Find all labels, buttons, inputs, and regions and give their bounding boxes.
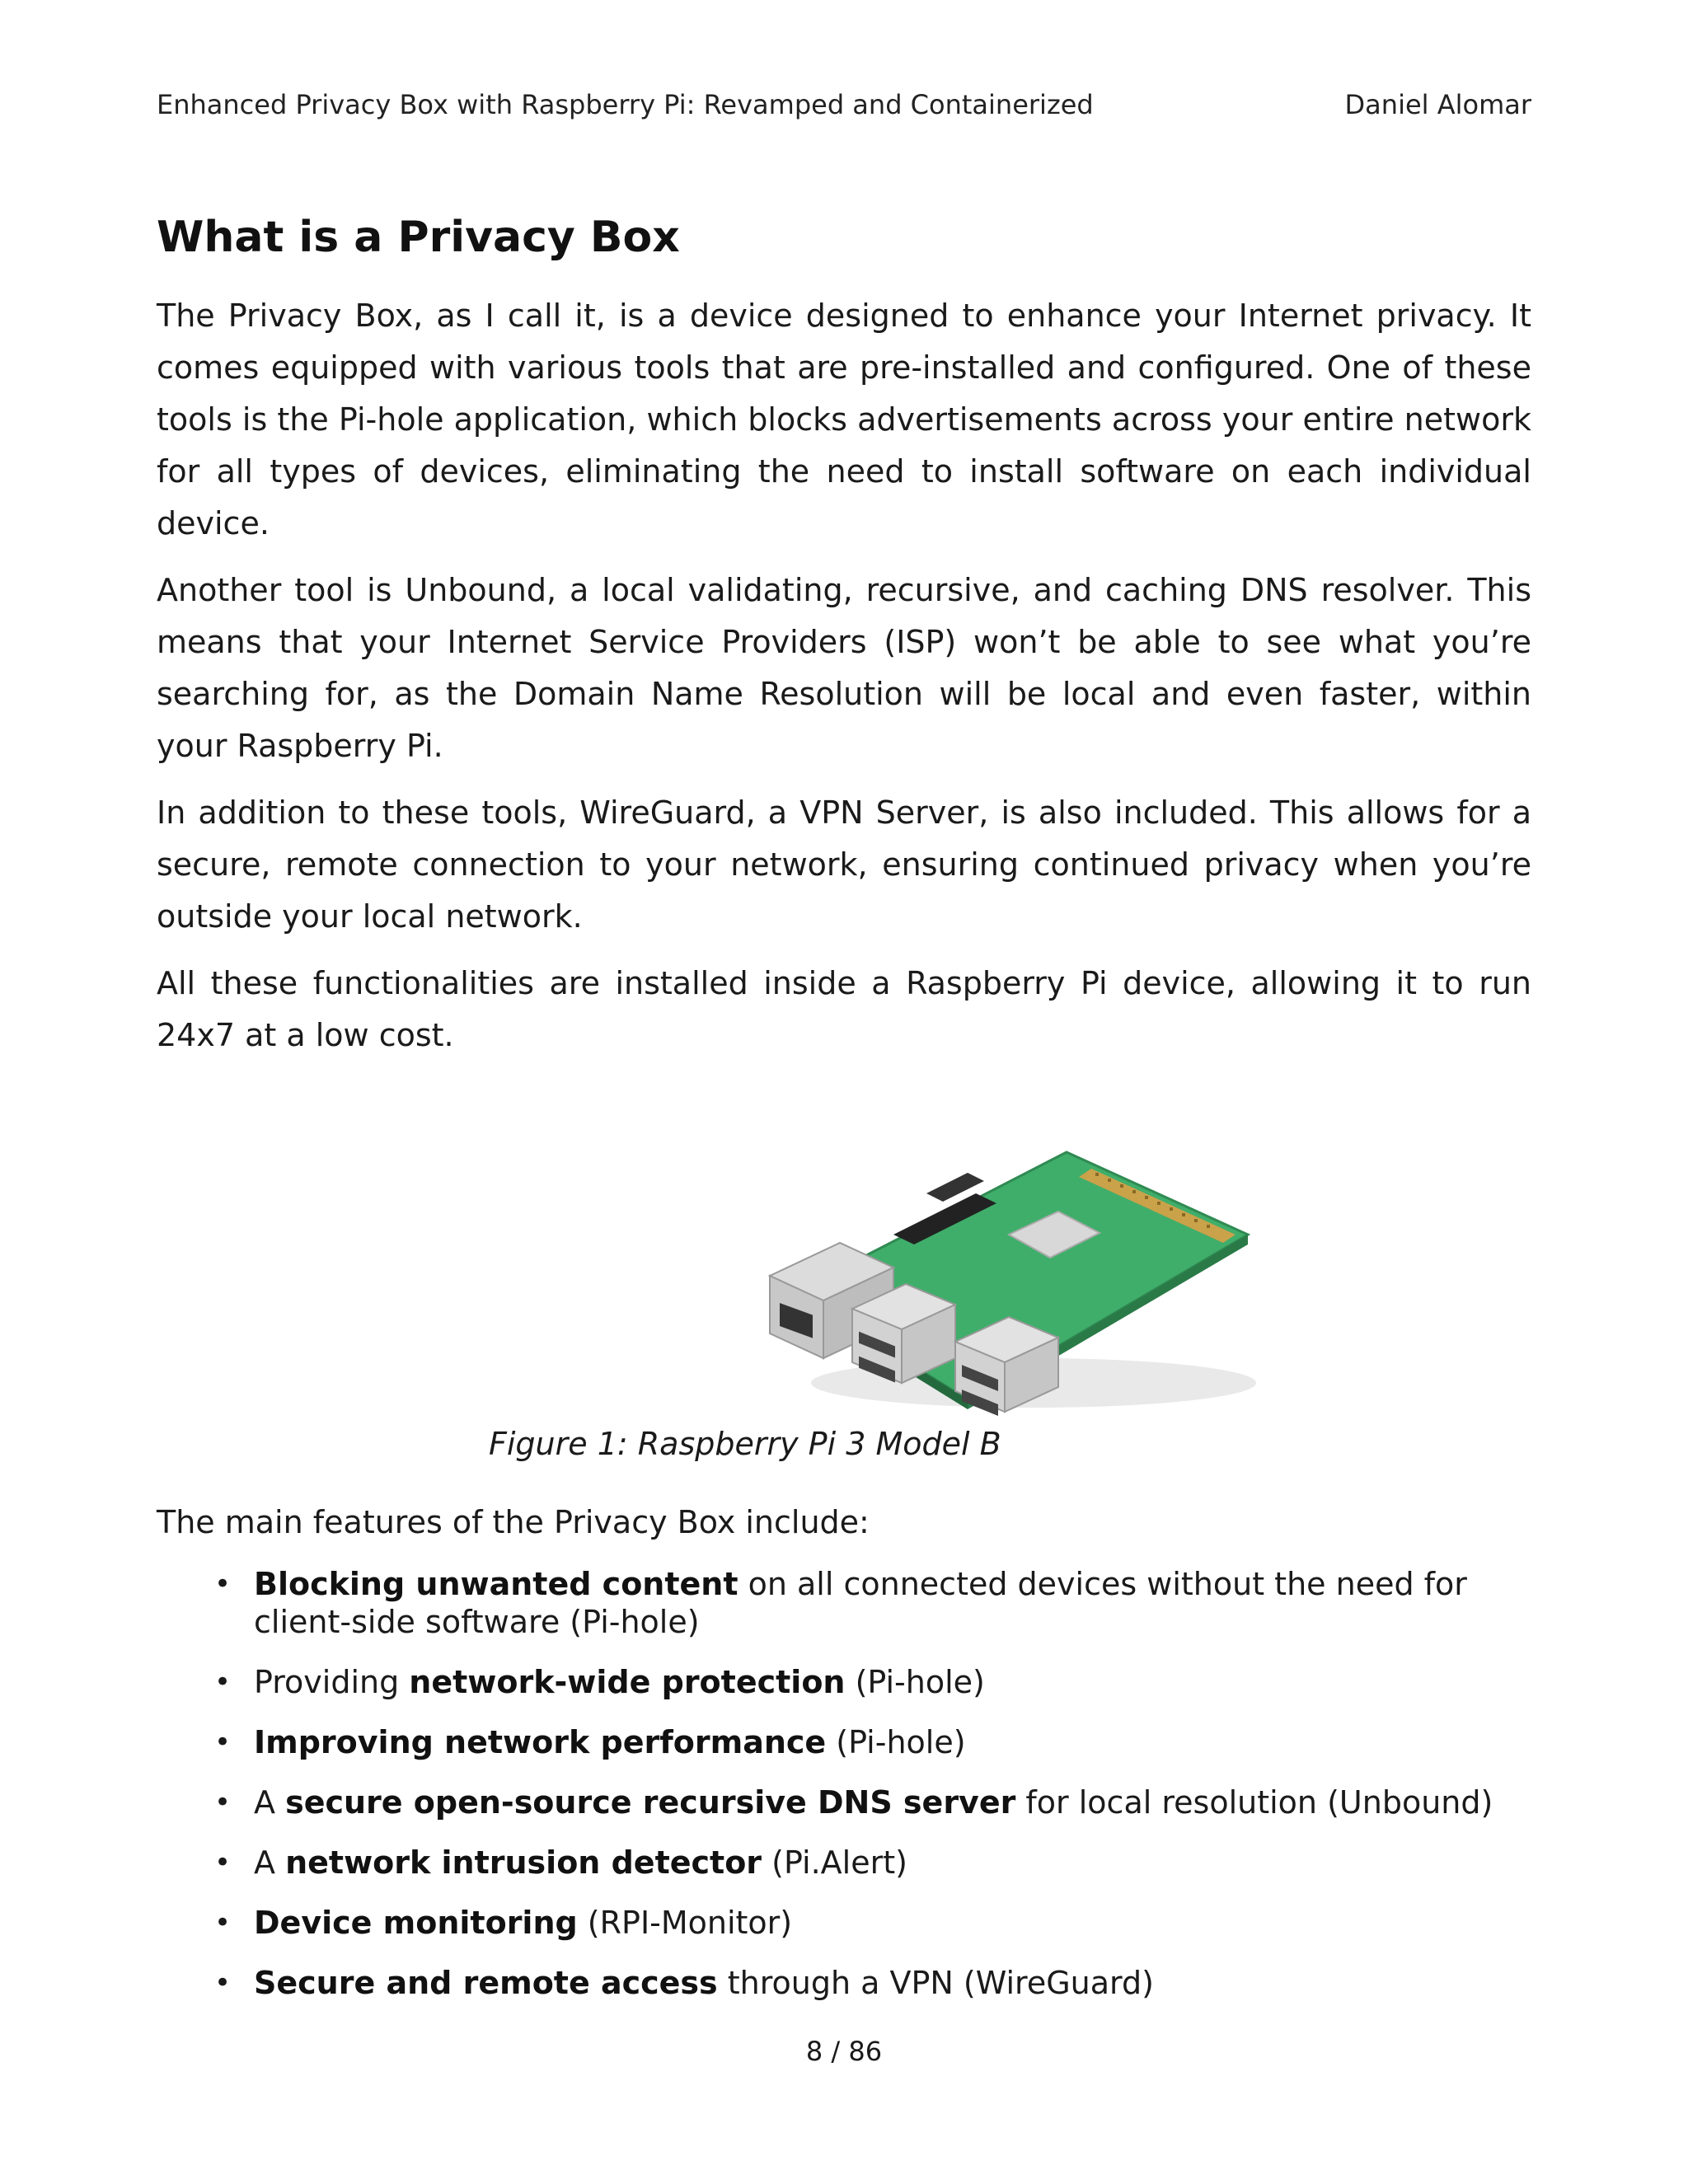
page-content bbox=[157, 213, 1531, 2024]
bullet-icon: • bbox=[214, 1786, 232, 1819]
bullet-icon: • bbox=[214, 1726, 232, 1759]
paragraph-2: Another tool is Unbound, a local validating, recursive, and caching DNS resolver. This means that your Internet Service Providers (ISP) won’t be able to see what you’re searching for, as the Domain Name Resolution will be local and even faster, within your Raspberry Pi. bbox=[157, 572, 1531, 764]
paragraph-4: All these functionalities are installed inside a Raspberry Pi device, allowing it to run 24x7 at a low cost. bbox=[157, 965, 1531, 1053]
list-item: • Secure and remote access through a VPN (WireGuard) bbox=[214, 1965, 1154, 2001]
bullet-icon: • bbox=[214, 1966, 232, 1999]
figure bbox=[157, 1136, 1531, 1462]
list-item: • Blocking unwanted content on all connected devices without the need for client-side software (Pi-hole) bbox=[214, 1566, 1467, 1640]
header-title: Enhanced Privacy Box with Raspberry Pi: Revamped and Containerized bbox=[157, 89, 1094, 120]
list-item: • Device monitoring (RPI-Monitor) bbox=[214, 1905, 793, 1941]
features-intro: The main features of the Privacy Box include: bbox=[157, 1504, 870, 1540]
page-number: 8 / 86 bbox=[805, 2036, 883, 2067]
bullet-icon: • bbox=[214, 1666, 232, 1699]
raspberry-pi-image bbox=[762, 1136, 1273, 1416]
bullet-icon: • bbox=[214, 1568, 232, 1601]
list-item: • A network intrusion detector (Pi.Alert) bbox=[214, 1844, 907, 1881]
features-list bbox=[157, 1565, 1531, 2002]
section-heading: What is a Privacy Box bbox=[157, 213, 680, 262]
running-header bbox=[157, 89, 1531, 120]
list-item: • A secure open-source recursive DNS server for local resolution (Unbound) bbox=[214, 1784, 1493, 1821]
list-item: • Improving network performance (Pi-hole) bbox=[214, 1724, 966, 1760]
figure-caption: Figure 1: Raspberry Pi 3 Model B bbox=[489, 1426, 1001, 1462]
header-author: Daniel Alomar bbox=[1344, 89, 1531, 120]
paragraph-1: The Privacy Box, as I call it, is a device designed to enhance your Internet privacy. It comes equipped with various tools that are pre-installed and configured. One of these tools is the Pi-hole application, which blocks advertisements across your entire network for all types of devices, eliminating the need to install software on each individual device. bbox=[157, 298, 1531, 541]
bullet-icon: • bbox=[214, 1846, 232, 1879]
paragraph-3: In addition to these tools, WireGuard, a VPN Server, is also included. This allows for a secure, remote connection to your network, ensuring continued privacy when you’re outside your local network. bbox=[157, 794, 1531, 935]
list-item: • Providing network-wide protection (Pi-hole) bbox=[214, 1664, 985, 1700]
bullet-icon: • bbox=[214, 1906, 232, 1939]
